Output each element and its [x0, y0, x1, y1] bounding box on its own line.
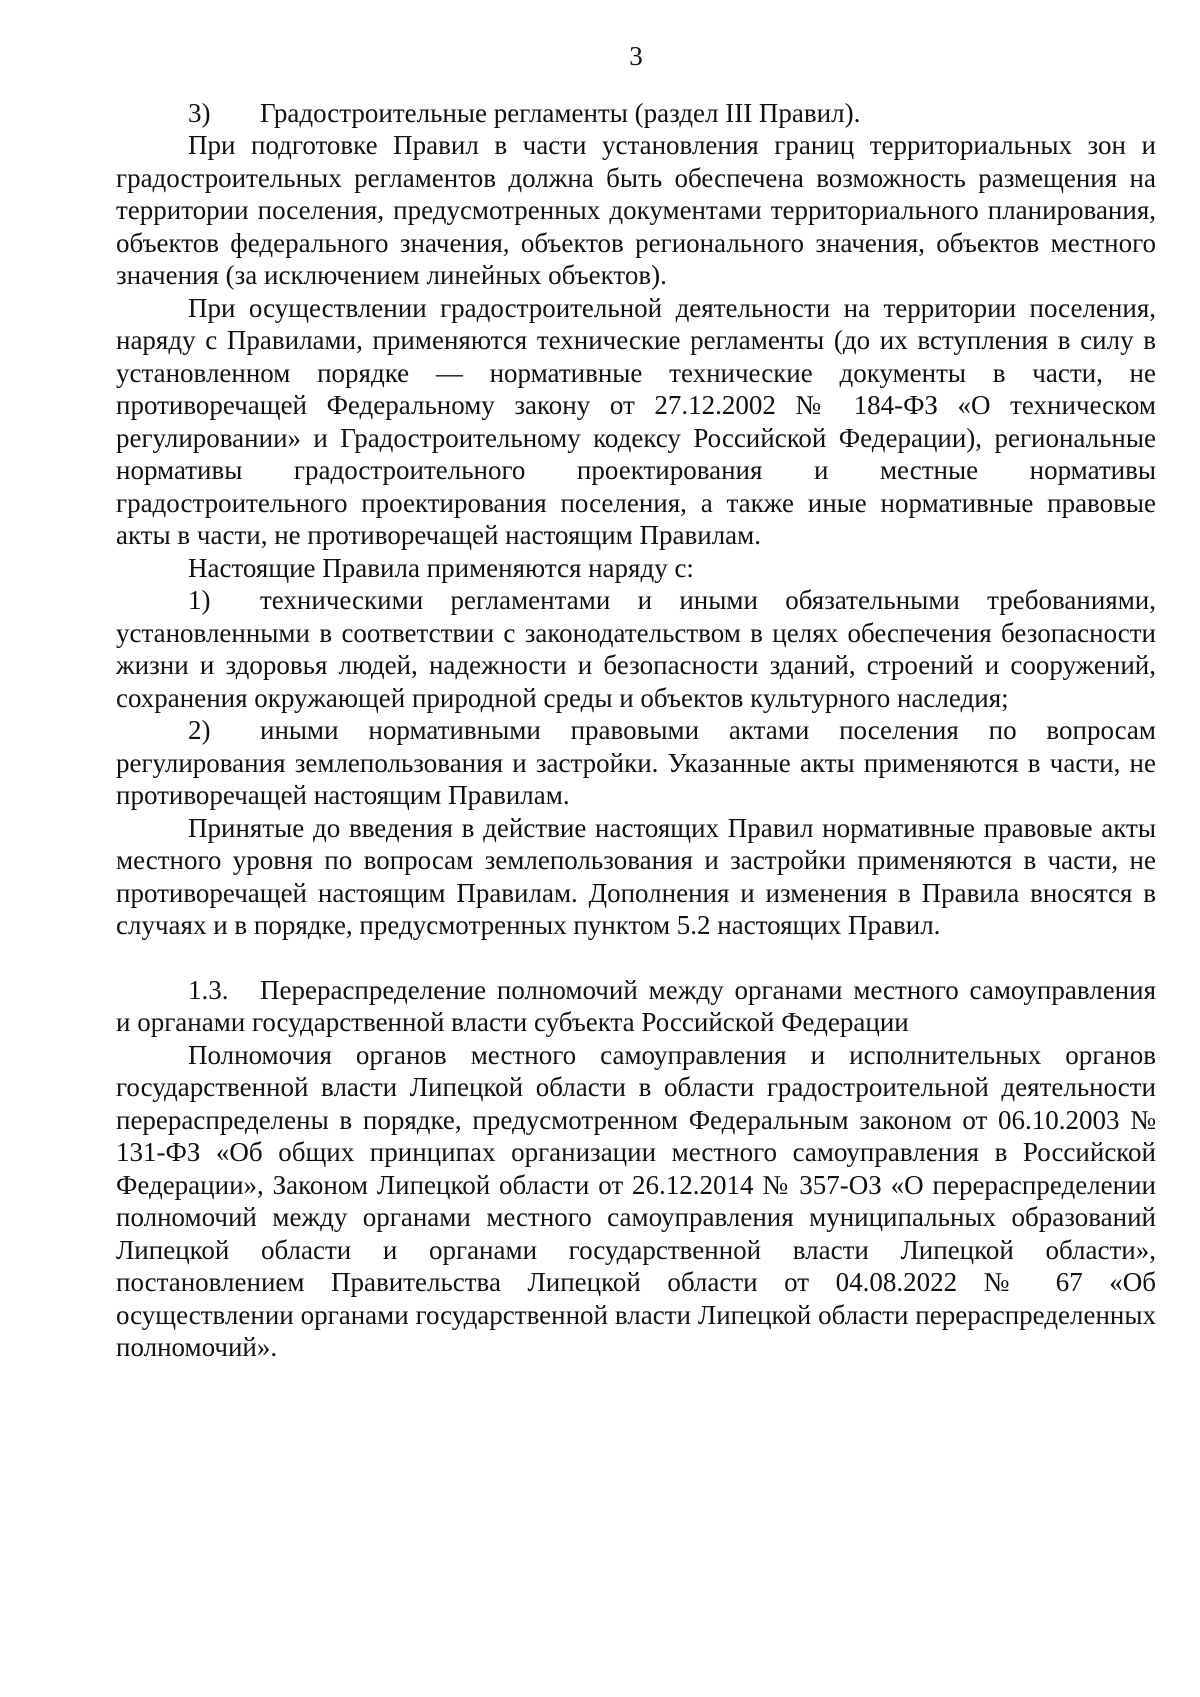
list-item-number: 3) — [188, 97, 211, 128]
paragraph-prior-acts: Принятые до введения в действие настоящих Правил нормативные правовые акты местного уровня по вопросам землепользования и застройки применяются в части, не противоречащей настоящим Правилам. Дополнения и изменения в Правила вносятся в случаях и в порядке, предусмотренных пунктом 5.2 настоящих Правил. — [116, 812, 1156, 940]
list-item-2 — [116, 714, 1156, 812]
list-item-number: 2) — [188, 715, 211, 745]
list-item-text: техническими регламентами и иными обязательными требованиями, установленными в соответствии с законодательством в целях обеспечения безопасности жизни и здоровья людей, надежности и безопасности зданий, строений и сооружений, сохранения окружающей природной среды и объектов культурного наследия; — [116, 585, 1156, 713]
page-number: 3 — [629, 41, 643, 71]
list-item-text: иными нормативными правовыми актами поселения по вопросам регулирования землепользования и застройки. Указанные акты применяются в части, не противоречащей настоящим Правилам. — [116, 715, 1156, 810]
list-item-text: Градостроительные регламенты (раздел III Правил). — [260, 97, 861, 128]
list-item-3 — [116, 97, 1156, 130]
paragraph-technical-regulations: При осуществлении градостроительной деятельности на территории поселения, наряду с Правилами, применяются технические регламенты (до их вступления в силу в установленном порядке — нормативные технические документы в части, не противоречащей Федеральному закону от 27.12.2002 № 184-ФЗ «О техническом регулировании» и Градостроительному кодексу Российской Федерации), региональные нормативы градостроительного проектирования и местные нормативы градостроительного проектирования поселения, а также иные нормативные правовые акты в части, не противоречащей настоящим Правилам. — [116, 292, 1156, 550]
paragraph-zones-regulations: При подготовке Правил в части установления границ территориальных зон и градостроительных регламентов должна быть обеспечена возможность размещения на территории поселения, предусмотренных документами территориального планирования, объектов федерального значения, объектов регионального значения, объектов местного значения (за исключением линейных объектов). — [116, 130, 1156, 290]
section-gap — [116, 942, 1156, 974]
section-heading-1-3 — [116, 974, 1156, 1039]
paragraph-applied-together: Настоящие Правила применяются наряду с: — [188, 552, 694, 583]
paragraph-powers-redistribution: Полномочия органов местного самоуправления и исполнительных органов государственной власти Липецкой области в области градостроительной деятельности перераспределены в порядке, предусмотренном Федеральным законом от 06.10.2003 № 131-ФЗ «Об общих принципах организации местного самоуправления в Российской Федерации», Законом Липецкой области от 26.12.2014 № 357-ОЗ «О перераспределении полномочий между органами местного самоуправления муниципальных образований Липецкой области и органами государственной власти Липецкой области», постановлением Правительства Липецкой области от 04.08.2022 № 67 «Об осуществлении органами государственной власти Липецкой области перераспределенных полномочий». — [116, 1039, 1156, 1362]
list-item-number: 1) — [188, 585, 211, 615]
section-number: 1.3. — [188, 974, 229, 1005]
section-title: Перераспределение полномочий между органами местного самоуправления и органами государственной власти субъекта Российской Федерации — [116, 974, 1156, 1037]
list-item-1 — [116, 584, 1156, 714]
document-page — [116, 40, 1156, 1364]
